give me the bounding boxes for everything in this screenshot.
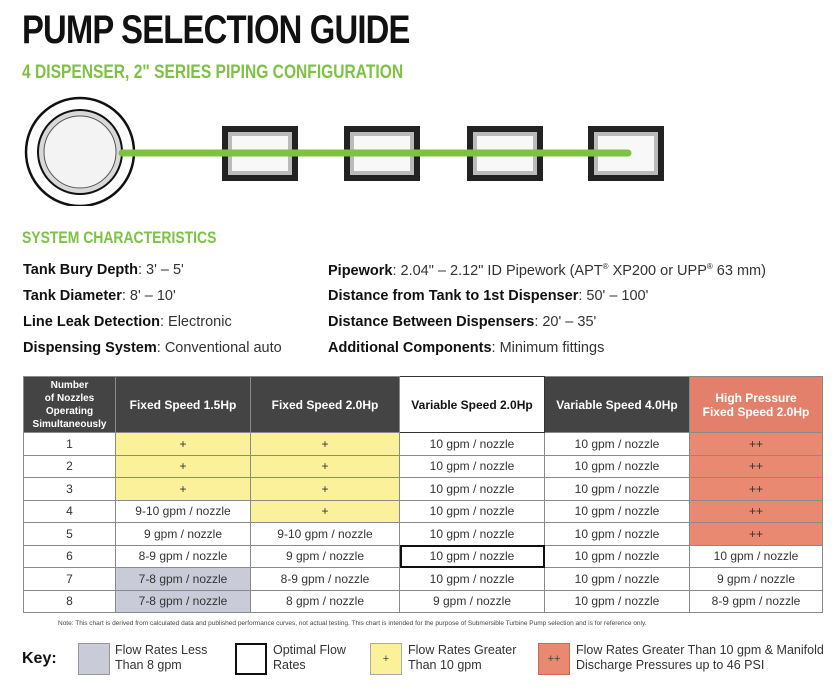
spec-tank-diameter: Tank Diameter: 8' – 10' — [23, 288, 176, 304]
table-cell: ++ — [690, 500, 823, 523]
table-cell: ++ — [690, 433, 823, 456]
tank-icon — [26, 98, 134, 206]
column-header-high-pressure: High Pressure Fixed Speed 2.0Hp — [690, 377, 823, 433]
table-cell: 9 gpm / nozzle — [251, 545, 400, 568]
table-cell: + — [116, 478, 251, 501]
table-cell: + — [116, 433, 251, 456]
table-cell: 8-9 gpm / nozzle — [690, 590, 823, 613]
nozzle-count-cell: 6 — [24, 545, 116, 568]
key-swatch-optimal — [235, 643, 267, 675]
table-row — [24, 500, 823, 523]
page-subtitle: 4 DISPENSER, 2" SERIES PIPING CONFIGURATION — [22, 62, 404, 83]
table-row — [24, 455, 823, 478]
table-cell: 7-8 gpm / nozzle — [116, 568, 251, 591]
table-cell: 10 gpm / nozzle — [545, 568, 690, 591]
table-cell: 9 gpm / nozzle — [116, 523, 251, 546]
key-text-greater: Flow Rates Greater Than 10 gpm — [408, 643, 517, 672]
table-cell: 10 gpm / nozzle — [400, 523, 545, 546]
column-header-variable-4-0hp: Variable Speed 4.0Hp — [545, 377, 690, 433]
table-row — [24, 433, 823, 456]
table-cell: ++ — [690, 455, 823, 478]
spec-additional-components: Additional Components: Minimum fittings — [328, 340, 605, 356]
table-cell-highlighted: 10 gpm / nozzle — [400, 545, 545, 568]
table-cell: 10 gpm / nozzle — [690, 545, 823, 568]
nozzle-count-cell: 7 — [24, 568, 116, 591]
page-title: PUMP SELECTION GUIDE — [22, 8, 410, 52]
table-cell: 10 gpm / nozzle — [545, 500, 690, 523]
table-row — [24, 590, 823, 613]
table-cell: 10 gpm / nozzle — [400, 568, 545, 591]
key-swatch-pressure: ++ — [538, 643, 570, 675]
spec-pipework: Pipework: 2.04" – 2.12" ID Pipework (APT® XP200 or UPP® 63 mm) — [328, 262, 766, 279]
table-note: Note: This chart is derived from calculated data and published performance curves, not actual testing. This chart is intended for the purpose of Submersible Turbine Pump selection and is for reference only. — [58, 620, 647, 627]
table-cell: 10 gpm / nozzle — [400, 433, 545, 456]
spec-distance-between-dispensers: Distance Between Dispensers: 20' – 35' — [328, 314, 597, 330]
spec-distance-first-dispenser: Distance from Tank to 1st Dispenser: 50' – 100' — [328, 288, 649, 304]
column-header-variable-2-0hp: Variable Speed 2.0Hp — [400, 377, 545, 433]
table-cell: 10 gpm / nozzle — [400, 500, 545, 523]
piping-diagram — [22, 96, 682, 206]
table-cell: + — [251, 433, 400, 456]
table-cell: 10 gpm / nozzle — [400, 478, 545, 501]
table-cell: 8-9 gpm / nozzle — [116, 545, 251, 568]
column-header-fixed-1-5hp: Fixed Speed 1.5Hp — [116, 377, 251, 433]
table-cell: 9-10 gpm / nozzle — [116, 500, 251, 523]
key-text-optimal: Optimal Flow Rates — [273, 643, 346, 672]
table-cell: 9 gpm / nozzle — [690, 568, 823, 591]
table-cell: 7-8 gpm / nozzle — [116, 590, 251, 613]
table-cell: 9 gpm / nozzle — [400, 590, 545, 613]
table-cell: + — [251, 500, 400, 523]
table-cell: + — [251, 478, 400, 501]
table-cell: + — [251, 455, 400, 478]
table-cell: + — [116, 455, 251, 478]
table-cell: 10 gpm / nozzle — [545, 523, 690, 546]
spec-tank-bury-depth: Tank Bury Depth: 3' – 5' — [23, 262, 184, 278]
nozzle-count-cell: 2 — [24, 455, 116, 478]
spec-line-leak-detection: Line Leak Detection: Electronic — [23, 314, 232, 330]
key-swatch-greater: + — [370, 643, 402, 675]
nozzle-count-cell: 3 — [24, 478, 116, 501]
table-cell: 10 gpm / nozzle — [545, 455, 690, 478]
table-cell: 10 gpm / nozzle — [545, 545, 690, 568]
system-characteristics-title: SYSTEM CHARACTERISTICS — [22, 228, 217, 247]
table-cell: ++ — [690, 478, 823, 501]
table-row — [24, 545, 823, 568]
nozzle-count-cell: 4 — [24, 500, 116, 523]
table-cell: 10 gpm / nozzle — [545, 433, 690, 456]
table-cell: ++ — [690, 523, 823, 546]
table-row — [24, 523, 823, 546]
table-cell: 8 gpm / nozzle — [251, 590, 400, 613]
key-text-less: Flow Rates Less Than 8 gpm — [115, 643, 208, 672]
key-text-pressure: Flow Rates Greater Than 10 gpm & Manifold Discharge Pressures up to 46 PSI — [576, 643, 824, 672]
nozzle-count-cell: 8 — [24, 590, 116, 613]
table-cell: 10 gpm / nozzle — [545, 478, 690, 501]
table-cell: 9-10 gpm / nozzle — [251, 523, 400, 546]
table-cell: 10 gpm / nozzle — [400, 455, 545, 478]
column-header-nozzles: Number of Nozzles Operating Simultaneously — [24, 377, 116, 433]
column-header-fixed-2-0hp: Fixed Speed 2.0Hp — [251, 377, 400, 433]
key-label: Key: — [22, 650, 57, 667]
spec-dispensing-system: Dispensing System: Conventional auto — [23, 340, 282, 356]
key-swatch-less — [78, 643, 110, 675]
nozzle-count-cell: 5 — [24, 523, 116, 546]
table-row — [24, 568, 823, 591]
table-row — [24, 478, 823, 501]
table-cell: 8-9 gpm / nozzle — [251, 568, 400, 591]
table-header-row — [24, 377, 823, 433]
table-cell: 10 gpm / nozzle — [545, 590, 690, 613]
pump-selection-table — [23, 376, 823, 613]
nozzle-count-cell: 1 — [24, 433, 116, 456]
